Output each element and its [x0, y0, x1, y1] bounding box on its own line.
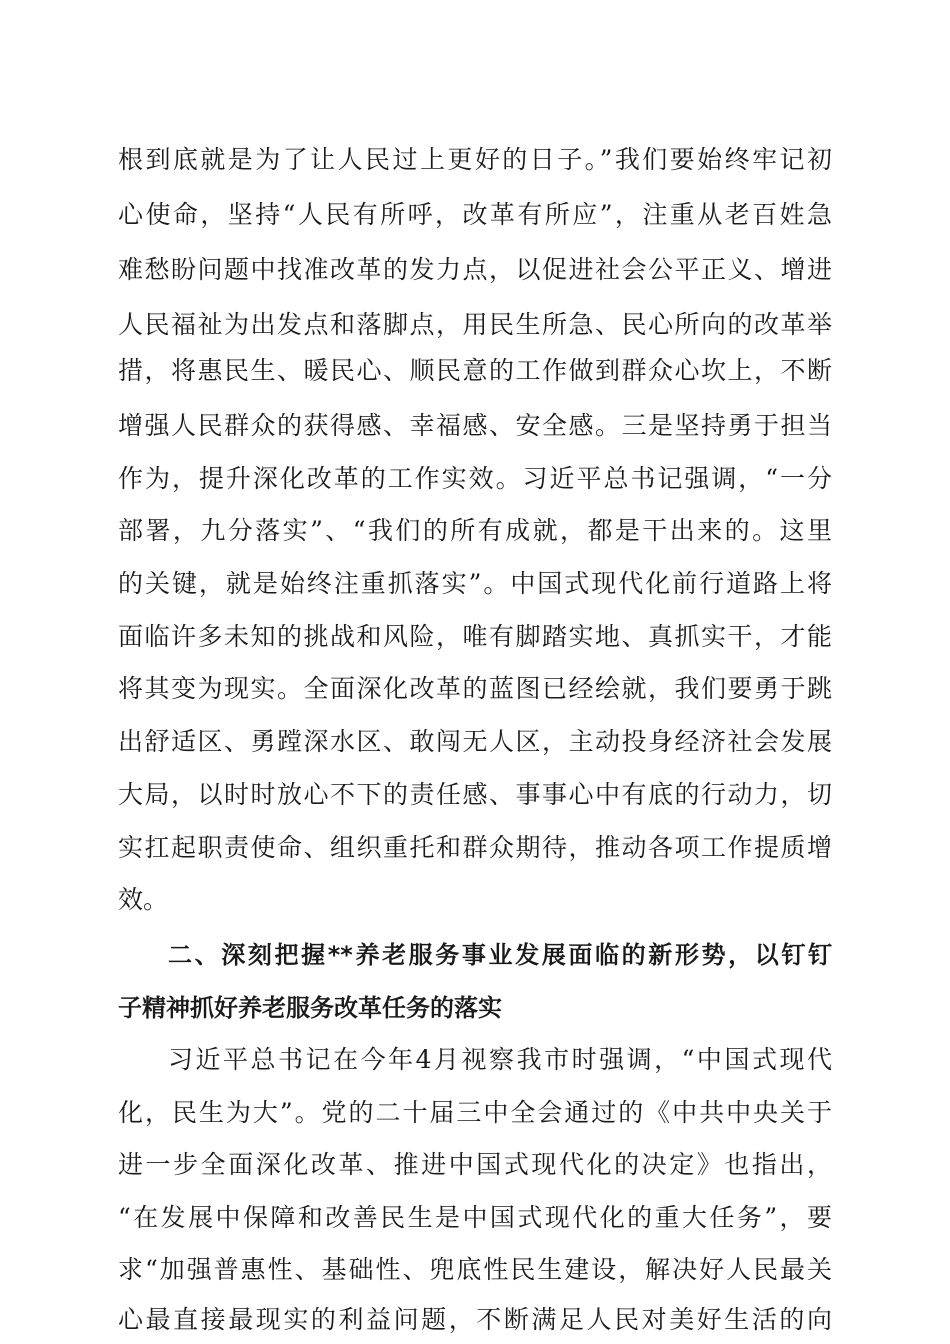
paragraph-1-line: 出舒适区、勇蹚深水区、敢闯无人区，主动投身经济社会发展	[118, 727, 832, 756]
paragraph-1-line: 增强人民群众的获得感、幸福感、安全感。三是坚持勇于担当	[118, 411, 832, 440]
paragraph-1-line: 心使命，坚持“人民有所呼，改革有所应”，注重从老百姓急	[118, 200, 832, 229]
paragraph-1-line: 面临许多未知的挑战和风险，唯有脚踏实地、真抓实干，才能	[118, 622, 832, 651]
paragraph-2-line: “在发展中保障和改善民生是中国式现代化的重大任务”，要	[118, 1203, 832, 1232]
paragraph-1-line: 的关键，就是始终注重抓落实”。中国式现代化前行道路上将	[118, 569, 832, 598]
paragraph-1-line: 人民福祉为出发点和落脚点，用民生所急、民心所向的改革举	[118, 310, 832, 339]
section-heading-line: 二、深刻把握**养老服务事业发展面临的新形势，以钉钉	[168, 941, 832, 969]
paragraph-1-line: 效。	[118, 885, 169, 914]
paragraph-2-line: 求“加强普惠性、基础性、兜底性民生建设，解决好人民最关	[118, 1255, 832, 1284]
paragraph-1-line: 根到底就是为了让人民过上更好的日子。”我们要始终牢记初	[118, 145, 832, 174]
paragraph-1-line: 作为，提升深化改革的工作实效。习近平总书记强调，“一分	[118, 464, 832, 493]
section-heading-line: 子精神抓好养老服务改革任务的落实	[118, 994, 502, 1022]
paragraph-1-line: 部署，九分落实”、“我们的所有成就，都是干出来的。这里	[118, 516, 832, 545]
paragraph-1-line: 措，将惠民生、暖民心、顺民意的工作做到群众心坎上，不断	[118, 356, 832, 385]
paragraph-1-line: 难愁盼问题中找准改革的发力点，以促进社会公平正义、增进	[118, 255, 832, 284]
paragraph-2-line: 心最直接最现实的利益问题，不断满足人民对美好生活的向	[118, 1305, 832, 1334]
paragraph-2-line: 习近平总书记在今年4月视察我市时强调，“中国式现代	[168, 1045, 832, 1074]
paragraph-1-line: 大局，以时时放心不下的责任感、事事心中有底的行动力，切	[118, 780, 832, 809]
paragraph-2-line: 化，民生为大”。党的二十届三中全会通过的《中共中央关于	[118, 1098, 832, 1127]
paragraph-1-line: 实扛起职责使命、组织重托和群众期待，推动各项工作提质增	[118, 833, 832, 862]
paragraph-1-line: 将其变为现实。全面深化改革的蓝图已经绘就，我们要勇于跳	[118, 674, 832, 703]
paragraph-2-line: 进一步全面深化改革、推进中国式现代化的决定》也指出，	[118, 1150, 832, 1179]
